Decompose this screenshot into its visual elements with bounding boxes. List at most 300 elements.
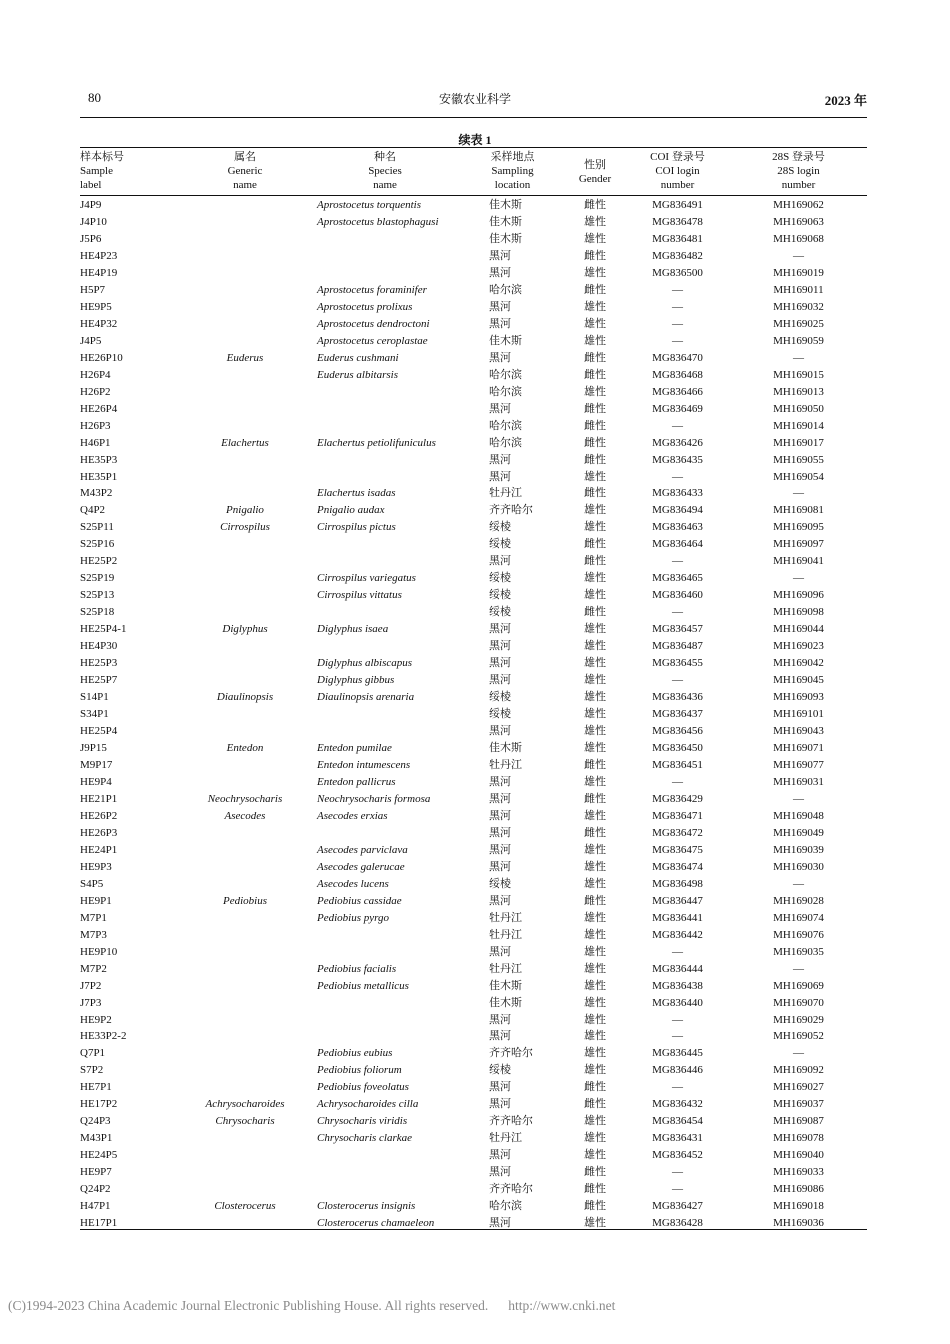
- cell-sampling-location: 绥棱: [489, 1064, 511, 1077]
- cell-28s-login-number: —: [793, 1047, 804, 1060]
- cell-28s-login-number: MH169095: [773, 521, 824, 534]
- cell-sampling-location: 黑河: [489, 1217, 511, 1230]
- cell-coi-login-number: MG836442: [652, 928, 703, 941]
- cell-28s-login-number: MH169092: [773, 1064, 824, 1077]
- cell-sampling-location: 哈尔滨: [489, 385, 522, 398]
- cell-sampling-location: 齐齐哈尔: [489, 1183, 533, 1196]
- table-row: [80, 367, 867, 384]
- cell-species-name: Pediobius metallicus: [317, 979, 409, 992]
- cell-gender: 雄性: [584, 1217, 606, 1230]
- table-row: [80, 757, 867, 774]
- cell-sampling-location: 哈尔滨: [489, 368, 522, 381]
- cell-species-name: Closterocerus chamaeleon: [317, 1217, 435, 1230]
- cell-sample-label: HE24P5: [80, 1149, 118, 1162]
- cell-species-name: Elachertus petiolifuniculus: [317, 436, 436, 449]
- cell-sample-label: M9P17: [80, 758, 113, 771]
- cell-gender: 雄性: [584, 334, 606, 347]
- cell-generic-name: Pediobius: [223, 894, 267, 907]
- cell-28s-login-number: MH169030: [773, 860, 824, 873]
- cell-coi-login-number: MG836445: [652, 1047, 703, 1060]
- cell-sampling-location: 黑河: [489, 470, 511, 483]
- cell-28s-login-number: MH169043: [773, 725, 824, 738]
- cell-gender: 雌性: [584, 1098, 606, 1111]
- cell-coi-login-number: MG836487: [652, 640, 703, 653]
- cell-sample-label: S25P18: [80, 606, 115, 619]
- table-top-rule: [80, 147, 867, 148]
- table-row: [80, 672, 867, 689]
- cell-gender: 雄性: [584, 809, 606, 822]
- cell-species-name: Chrysocharis clarkae: [317, 1132, 413, 1145]
- cell-sample-label: HE9P7: [80, 1166, 112, 1179]
- table-row: [80, 944, 867, 961]
- cell-sampling-location: 黑河: [489, 725, 511, 738]
- cell-sampling-location: 佳木斯: [489, 215, 522, 228]
- header-28s-login-number: 28S 登录号 28S login number: [772, 151, 825, 191]
- cell-28s-login-number: —: [793, 792, 804, 805]
- table-row: [80, 961, 867, 978]
- table-row: [80, 384, 867, 401]
- table-row: [80, 316, 867, 333]
- cell-28s-login-number: MH169048: [773, 809, 824, 822]
- table-row: [80, 995, 867, 1012]
- cell-coi-login-number: MG836463: [652, 521, 703, 534]
- cell-sampling-location: 黑河: [489, 843, 511, 856]
- cell-28s-login-number: MH169078: [773, 1132, 824, 1145]
- cell-coi-login-number: —: [672, 334, 683, 347]
- table-row: [80, 808, 867, 825]
- cell-sampling-location: 牡丹江: [489, 487, 522, 500]
- cell-sampling-location: 绥棱: [489, 572, 511, 585]
- cell-sampling-location: 黑河: [489, 453, 511, 466]
- table-row: [80, 197, 867, 214]
- cell-gender: 雌性: [584, 436, 606, 449]
- table-row: [80, 1012, 867, 1029]
- cell-sampling-location: 黑河: [489, 249, 511, 262]
- cell-species-name: Cirrospilus vittatus: [317, 589, 402, 602]
- footer: [8, 1298, 615, 1314]
- cell-sample-label: J7P3: [80, 996, 102, 1009]
- header-gender: 性别 Gender: [578, 159, 612, 185]
- cell-sampling-location: 哈尔滨: [489, 283, 522, 296]
- cell-species-name: Aprostocetus blastophagusi: [317, 215, 439, 228]
- cell-generic-name: Chrysocharis: [215, 1115, 275, 1128]
- table-caption: 续表 1: [458, 133, 492, 147]
- table-row: [80, 282, 867, 299]
- cell-sampling-location: 牡丹江: [489, 1132, 522, 1145]
- header-sample-label: 样本标号 Sample label: [80, 151, 124, 191]
- table-row: [80, 469, 867, 486]
- cell-gender: 雄性: [584, 317, 606, 330]
- cell-sample-label: J4P5: [80, 334, 102, 347]
- cell-gender: 雄性: [584, 1064, 606, 1077]
- cell-28s-login-number: MH169042: [773, 657, 824, 670]
- cell-28s-login-number: MH169041: [773, 555, 824, 568]
- cell-species-name: Aprostocetus ceroplastae: [317, 334, 428, 347]
- cell-species-name: Achrysocharoides cilla: [317, 1098, 419, 1111]
- cell-sample-label: HE21P1: [80, 792, 118, 805]
- table-row: [80, 859, 867, 876]
- cell-sample-label: Q24P2: [80, 1183, 111, 1196]
- table-row: [80, 689, 867, 706]
- cell-sample-label: S25P16: [80, 538, 115, 551]
- cell-coi-login-number: —: [672, 470, 683, 483]
- cell-species-name: Asecodes erxias: [317, 809, 388, 822]
- cell-28s-login-number: MH169039: [773, 843, 824, 856]
- cell-28s-login-number: MH169097: [773, 538, 824, 551]
- cell-sampling-location: 绥棱: [489, 877, 511, 890]
- cell-sampling-location: 齐齐哈尔: [489, 1047, 533, 1060]
- cell-sample-label: H47P1: [80, 1200, 111, 1213]
- table-row: [80, 1147, 867, 1164]
- cell-sampling-location: 绥棱: [489, 589, 511, 602]
- cell-coi-login-number: MG836454: [652, 1115, 703, 1128]
- cell-generic-name: Diaulinopsis: [216, 691, 274, 704]
- cell-coi-login-number: —: [672, 1166, 683, 1179]
- header-generic-name: 属名 Generic name: [227, 151, 263, 191]
- cell-28s-login-number: —: [793, 249, 804, 262]
- cell-gender: 雄性: [584, 266, 606, 279]
- cell-gender: 雄性: [584, 742, 606, 754]
- cell-coi-login-number: MG836435: [652, 453, 703, 466]
- cell-coi-login-number: —: [672, 945, 683, 958]
- cell-gender: 雌性: [584, 555, 606, 568]
- table-row: [80, 519, 867, 536]
- cell-coi-login-number: MG836432: [652, 1098, 703, 1111]
- table-row: [80, 621, 867, 638]
- cell-28s-login-number: MH169025: [773, 317, 824, 330]
- cell-species-name: Euderus cushmani: [317, 351, 399, 364]
- cell-gender: 雄性: [584, 996, 606, 1009]
- cell-sampling-location: 黑河: [489, 266, 511, 279]
- cell-coi-login-number: MG836429: [652, 792, 703, 805]
- cell-coi-login-number: MG836466: [652, 385, 703, 398]
- cell-gender: 雄性: [584, 911, 606, 924]
- header-sampling-location: 采样地点 Sampling location: [490, 151, 535, 191]
- cell-gender: 雄性: [584, 215, 606, 228]
- cell-coi-login-number: MG836475: [652, 843, 703, 856]
- cell-sample-label: HE25P3: [80, 657, 118, 670]
- cell-sample-label: M7P2: [80, 962, 107, 975]
- cell-coi-login-number: —: [672, 419, 683, 432]
- table-row: [80, 1113, 867, 1130]
- cell-gender: 雄性: [584, 928, 606, 941]
- cell-sampling-location: 黑河: [489, 657, 511, 670]
- cell-sampling-location: 黑河: [489, 317, 511, 330]
- cell-sample-label: HE9P5: [80, 300, 112, 313]
- cell-coi-login-number: MG836470: [652, 351, 703, 364]
- cell-coi-login-number: —: [672, 1030, 683, 1043]
- cell-28s-login-number: MH169055: [773, 453, 824, 466]
- cell-28s-login-number: MH169019: [773, 266, 824, 279]
- table-row: [80, 536, 867, 553]
- cell-coi-login-number: MG836446: [652, 1064, 703, 1077]
- cell-gender: 雄性: [584, 657, 606, 670]
- page-number: 80: [88, 90, 101, 105]
- cell-coi-login-number: —: [672, 317, 683, 330]
- cell-coi-login-number: MG836498: [652, 877, 703, 890]
- cell-sample-label: HE25P4: [80, 725, 118, 738]
- cell-sample-label: HE9P1: [80, 894, 112, 907]
- table-row: [80, 791, 867, 808]
- cell-sampling-location: 黑河: [489, 860, 511, 873]
- table-header: [80, 150, 867, 194]
- cell-coi-login-number: MG836456: [652, 725, 703, 738]
- table-row: [80, 706, 867, 723]
- cell-28s-login-number: MH169069: [773, 979, 824, 992]
- table-body: [80, 197, 867, 1232]
- table-row: [80, 1062, 867, 1079]
- cell-sampling-location: 黑河: [489, 623, 511, 636]
- cell-sample-label: H5P7: [80, 283, 106, 296]
- cell-gender: 雄性: [584, 843, 606, 856]
- cell-gender: 雄性: [584, 860, 606, 873]
- cell-sample-label: HE17P1: [80, 1217, 118, 1230]
- cell-coi-login-number: —: [672, 300, 683, 313]
- cell-species-name: Entedon pumilae: [317, 742, 392, 754]
- cell-coi-login-number: MG836482: [652, 249, 703, 262]
- cell-sample-label: HE24P1: [80, 843, 118, 856]
- cell-generic-name: Cirrospilus: [220, 521, 270, 534]
- cell-28s-login-number: MH169011: [773, 283, 824, 296]
- cell-sample-label: HE4P23: [80, 249, 118, 262]
- cell-species-name: Aprostocetus foraminifer: [317, 283, 427, 296]
- cell-28s-login-number: MH169037: [773, 1098, 824, 1111]
- cell-species-name: Diaulinopsis arenaria: [317, 691, 415, 704]
- cell-sample-label: HE25P2: [80, 555, 118, 568]
- cell-sample-label: M43P1: [80, 1132, 113, 1145]
- cell-species-name: Entedon intumescens: [317, 758, 411, 771]
- table-row: [80, 1130, 867, 1147]
- cell-gender: 雄性: [584, 232, 606, 245]
- cell-gender: 雄性: [584, 1115, 606, 1128]
- cell-sampling-location: 黑河: [489, 1081, 511, 1094]
- table-row: [80, 927, 867, 944]
- table-row: [80, 485, 867, 502]
- cell-gender: 雌性: [584, 1166, 606, 1179]
- cell-28s-login-number: MH169040: [773, 1149, 824, 1162]
- cell-coi-login-number: MG836472: [652, 826, 703, 839]
- cell-28s-login-number: MH169074: [773, 911, 824, 924]
- cell-coi-login-number: MG836438: [652, 979, 703, 992]
- cell-coi-login-number: MG836437: [652, 708, 703, 721]
- cell-sampling-location: 黑河: [489, 894, 511, 907]
- header-coi-login-number: COI 登录号 COI login number: [650, 151, 705, 191]
- cell-sampling-location: 黑河: [489, 555, 511, 568]
- cell-coi-login-number: MG836444: [652, 962, 703, 975]
- table-row: [80, 1045, 867, 1062]
- cell-28s-login-number: MH169035: [773, 945, 824, 958]
- cell-sampling-location: 齐齐哈尔: [489, 1115, 533, 1128]
- table-row: [80, 655, 867, 672]
- cell-coi-login-number: MG836428: [652, 1217, 703, 1230]
- cell-28s-login-number: —: [793, 962, 804, 975]
- cell-coi-login-number: MG836426: [652, 436, 703, 449]
- cell-species-name: Pediobius cassidae: [317, 894, 402, 907]
- cell-sampling-location: 哈尔滨: [489, 1200, 522, 1213]
- cell-28s-login-number: MH169081: [773, 504, 824, 517]
- cell-gender: 雌性: [584, 419, 606, 432]
- cell-coi-login-number: MG836469: [652, 402, 703, 415]
- cell-species-name: Diglyphus gibbus: [317, 674, 395, 687]
- cell-sample-label: J9P15: [80, 742, 107, 754]
- cell-sample-label: HE35P1: [80, 470, 118, 483]
- cell-coi-login-number: —: [672, 555, 683, 568]
- cell-sample-label: M43P2: [80, 487, 113, 500]
- cell-sample-label: H46P1: [80, 436, 111, 449]
- cell-sample-label: S25P11: [80, 521, 114, 534]
- cell-28s-login-number: MH169054: [773, 470, 824, 483]
- cell-gender: 雌性: [584, 1081, 606, 1094]
- cell-generic-name: Euderus: [226, 351, 264, 364]
- cell-species-name: Pnigalio audax: [317, 504, 385, 517]
- cell-coi-login-number: —: [672, 283, 683, 296]
- cell-gender: 雄性: [584, 470, 606, 483]
- top-rule: [80, 117, 867, 118]
- cell-gender: 雌性: [584, 351, 606, 364]
- cell-gender: 雄性: [584, 962, 606, 975]
- cell-coi-login-number: MG836436: [652, 691, 703, 704]
- cell-gender: 雌性: [584, 758, 606, 771]
- cell-species-name: Pediobius facialis: [317, 962, 397, 975]
- cell-sample-label: HE25P4-1: [80, 623, 127, 636]
- cell-sample-label: HE26P10: [80, 351, 123, 364]
- cell-species-name: Cirrospilus pictus: [317, 521, 396, 534]
- cell-species-name: Neochrysocharis formosa: [317, 792, 431, 805]
- cell-coi-login-number: MG836433: [652, 487, 703, 500]
- cell-coi-login-number: MG836451: [652, 758, 703, 771]
- cell-sampling-location: 绥棱: [489, 521, 511, 534]
- cell-28s-login-number: —: [793, 877, 804, 890]
- cell-28s-login-number: MH169071: [773, 742, 824, 754]
- cell-gender: 雌性: [584, 199, 606, 211]
- cell-sample-label: Q24P3: [80, 1115, 111, 1128]
- table-row: [80, 825, 867, 842]
- cell-sampling-location: 黑河: [489, 809, 511, 822]
- cell-sampling-location: 绥棱: [489, 538, 511, 551]
- table-row: [80, 604, 867, 621]
- cell-sample-label: HE9P2: [80, 1013, 112, 1026]
- cell-sample-label: HE9P10: [80, 945, 118, 958]
- cell-28s-login-number: MH169063: [773, 215, 824, 228]
- cell-species-name: Asecodes parviclava: [317, 843, 408, 856]
- cell-coi-login-number: MG836452: [652, 1149, 703, 1162]
- cell-gender: 雌性: [584, 894, 606, 907]
- cell-species-name: Asecodes galerucae: [317, 860, 405, 873]
- cell-gender: 雌性: [584, 453, 606, 466]
- cell-species-name: Cirrospilus variegatus: [317, 572, 416, 585]
- cell-gender: 雌性: [584, 487, 606, 500]
- cell-coi-login-number: —: [672, 775, 683, 788]
- cell-coi-login-number: MG836447: [652, 894, 703, 907]
- cell-sampling-location: 牡丹江: [489, 911, 522, 924]
- cell-gender: 雄性: [584, 1149, 606, 1162]
- cell-28s-login-number: MH169036: [773, 1217, 824, 1230]
- cell-sampling-location: 哈尔滨: [489, 436, 522, 449]
- cell-coi-login-number: MG836471: [652, 809, 703, 822]
- cell-gender: 雌性: [584, 792, 606, 805]
- cell-sample-label: HE4P32: [80, 317, 118, 330]
- cell-28s-login-number: MH169027: [773, 1081, 824, 1094]
- cell-generic-name: Neochrysocharis: [207, 792, 283, 805]
- cell-gender: 雄性: [584, 572, 606, 585]
- cell-species-name: Pediobius eubius: [317, 1047, 393, 1060]
- cell-28s-login-number: MH169093: [773, 691, 824, 704]
- table-row: [80, 553, 867, 570]
- cell-species-name: Pediobius foliorum: [317, 1064, 402, 1077]
- cnki-link[interactable]: http://www.cnki.net: [508, 1298, 616, 1313]
- cell-sample-label: H26P3: [80, 419, 111, 432]
- cell-28s-login-number: MH169023: [773, 640, 824, 653]
- table-row: [80, 978, 867, 995]
- cell-gender: 雄性: [584, 1132, 606, 1145]
- cell-sampling-location: 齐齐哈尔: [489, 504, 533, 517]
- table-row: [80, 638, 867, 655]
- cell-coi-login-number: MG836481: [652, 232, 703, 245]
- cell-sample-label: M7P1: [80, 911, 107, 924]
- cell-gender: 雌性: [584, 606, 606, 619]
- cell-sampling-location: 佳木斯: [489, 232, 522, 245]
- cell-coi-login-number: MG836450: [652, 742, 703, 754]
- cell-gender: 雄性: [584, 623, 606, 636]
- cell-generic-name: Pnigalio: [226, 504, 264, 517]
- cell-28s-login-number: MH169028: [773, 894, 824, 907]
- cell-28s-login-number: MH169018: [773, 1200, 824, 1213]
- cell-28s-login-number: MH169077: [773, 758, 824, 771]
- table-row: [80, 1096, 867, 1113]
- journal-title: 安徽农业科学: [438, 92, 511, 106]
- cell-sampling-location: 佳木斯: [489, 334, 522, 347]
- table-row: [80, 893, 867, 910]
- table-row: [80, 1079, 867, 1096]
- cell-28s-login-number: MH169049: [773, 826, 824, 839]
- cell-coi-login-number: MG836468: [652, 368, 703, 381]
- cell-28s-login-number: MH169029: [773, 1013, 824, 1026]
- cell-gender: 雄性: [584, 640, 606, 653]
- table-row: [80, 723, 867, 740]
- cell-gender: 雄性: [584, 504, 606, 517]
- cell-species-name: Aprostocetus torquentis: [317, 199, 421, 211]
- cell-sample-label: HE26P4: [80, 402, 118, 415]
- cell-sample-label: M7P3: [80, 928, 107, 941]
- cell-coi-login-number: MG836460: [652, 589, 703, 602]
- cell-gender: 雄性: [584, 691, 606, 704]
- cell-species-name: Diglyphus albiscapus: [317, 657, 413, 670]
- cell-gender: 雌性: [584, 283, 606, 296]
- cell-coi-login-number: —: [672, 1013, 683, 1026]
- table-row: [80, 740, 867, 757]
- cell-28s-login-number: MH169098: [773, 606, 824, 619]
- cell-gender: 雄性: [584, 945, 606, 958]
- table-row: [80, 570, 867, 587]
- cell-coi-login-number: MG836494: [652, 504, 703, 517]
- table-row: [80, 435, 867, 452]
- table-row: [80, 299, 867, 316]
- header-species-name: 种名 Species name: [368, 151, 402, 191]
- cell-28s-login-number: MH169062: [773, 199, 824, 211]
- cell-generic-name: Entedon: [226, 742, 264, 754]
- cell-sample-label: J5P6: [80, 232, 102, 245]
- cell-coi-login-number: MG836457: [652, 623, 703, 636]
- cell-28s-login-number: MH169032: [773, 300, 824, 313]
- cell-gender: 雌性: [584, 368, 606, 381]
- cell-28s-login-number: MH169013: [773, 385, 824, 398]
- cell-28s-login-number: MH169096: [773, 589, 824, 602]
- cell-sample-label: J4P9: [80, 199, 102, 211]
- table-row: [80, 401, 867, 418]
- cell-species-name: Closterocerus insignis: [317, 1200, 416, 1213]
- cell-28s-login-number: MH169033: [773, 1166, 824, 1179]
- cell-28s-login-number: —: [793, 572, 804, 585]
